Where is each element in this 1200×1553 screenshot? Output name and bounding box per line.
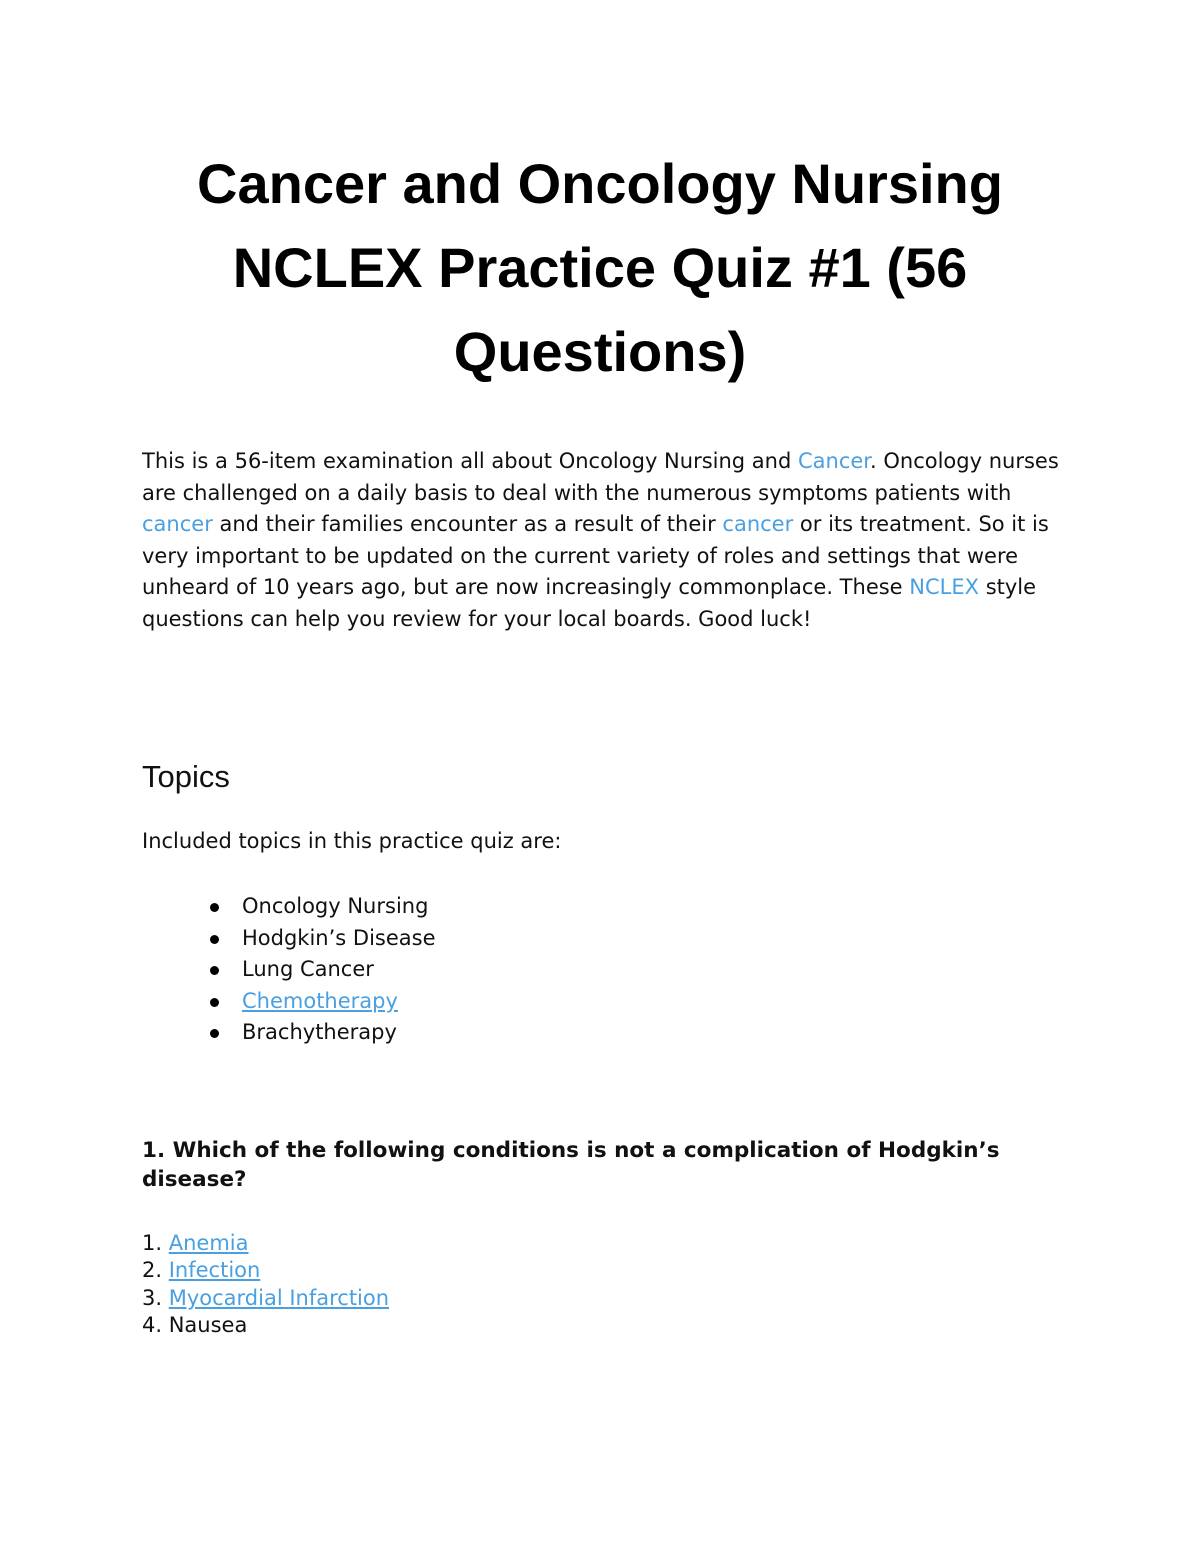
topic-item-chemotherapy bbox=[142, 986, 436, 1018]
link-myocardial-infarction[interactable]: Myocardial Infarction bbox=[168, 1285, 390, 1310]
topic-label: Brachytherapy bbox=[242, 1020, 397, 1045]
topic-item-oncology-nursing bbox=[142, 891, 436, 923]
option-number: 2. bbox=[142, 1258, 169, 1283]
answer-option-1 bbox=[142, 1230, 389, 1257]
answer-options bbox=[142, 1230, 389, 1340]
intro-text-4: or its treatment. So it is very important to be updated on the current variety of roles and settings that were unheard of 10 years ago, but are now increasingly commonplace. These bbox=[142, 512, 1049, 600]
intro-text-3: and their families encounter as a result of their bbox=[212, 512, 723, 537]
link-cancer-1[interactable]: Cancer bbox=[797, 449, 870, 473]
intro-text-2: . Oncology nurses are challenged on a daily basis to deal with the numerous symptoms patients with bbox=[142, 449, 1059, 505]
bullet-icon bbox=[210, 998, 219, 1007]
link-cancer-3[interactable]: cancer bbox=[722, 512, 794, 537]
intro-text-5: style questions can help you review for your local boards. Good luck! bbox=[142, 575, 1037, 631]
topic-label: Hodgkin’s Disease bbox=[242, 925, 436, 950]
topic-item-lung-cancer bbox=[142, 954, 436, 986]
topic-item-hodgkins-disease bbox=[142, 923, 436, 955]
topics-heading: Topics bbox=[142, 759, 230, 794]
link-nclex[interactable]: NCLEX bbox=[909, 575, 980, 600]
link-infection[interactable]: Infection bbox=[168, 1258, 261, 1283]
topics-list bbox=[142, 891, 436, 1049]
topics-intro: Included topics in this practice quiz are: bbox=[142, 829, 562, 853]
bullet-icon bbox=[210, 935, 219, 944]
link-cancer-2[interactable]: cancer bbox=[142, 512, 213, 537]
answer-option-2 bbox=[142, 1257, 389, 1284]
question-text: Which of the following conditions is not a complication of Hodgkin’s disease? bbox=[142, 1138, 1000, 1192]
bullet-icon bbox=[210, 1029, 219, 1038]
option-number: 1. bbox=[142, 1231, 169, 1255]
link-anemia[interactable]: Anemia bbox=[168, 1231, 249, 1255]
topic-label: Lung Cancer bbox=[242, 957, 374, 982]
answer-option-3 bbox=[142, 1285, 389, 1312]
question-number: 1. bbox=[142, 1138, 166, 1163]
title-line-3: Questions) bbox=[453, 320, 747, 383]
option-number: 3. bbox=[142, 1285, 169, 1310]
intro-paragraph bbox=[142, 446, 1072, 636]
topic-item-brachytherapy bbox=[142, 1017, 436, 1049]
bullet-icon bbox=[210, 903, 219, 912]
question-1 bbox=[142, 1136, 1072, 1194]
title-line-2: NCLEX Practice Quiz #1 (56 bbox=[232, 236, 968, 299]
option-number: 4. bbox=[142, 1313, 169, 1338]
title-line-1: Cancer and Oncology Nursing bbox=[197, 152, 1003, 215]
bullet-icon bbox=[210, 966, 219, 975]
link-chemotherapy[interactable]: Chemotherapy bbox=[242, 988, 398, 1013]
topic-label: Oncology Nursing bbox=[242, 894, 429, 918]
answer-option-4 bbox=[142, 1312, 389, 1339]
intro-text-1: This is a 56-item examination all about Oncology Nursing and bbox=[142, 449, 798, 473]
page-title bbox=[100, 142, 1100, 394]
option-label: Nausea bbox=[168, 1313, 248, 1338]
